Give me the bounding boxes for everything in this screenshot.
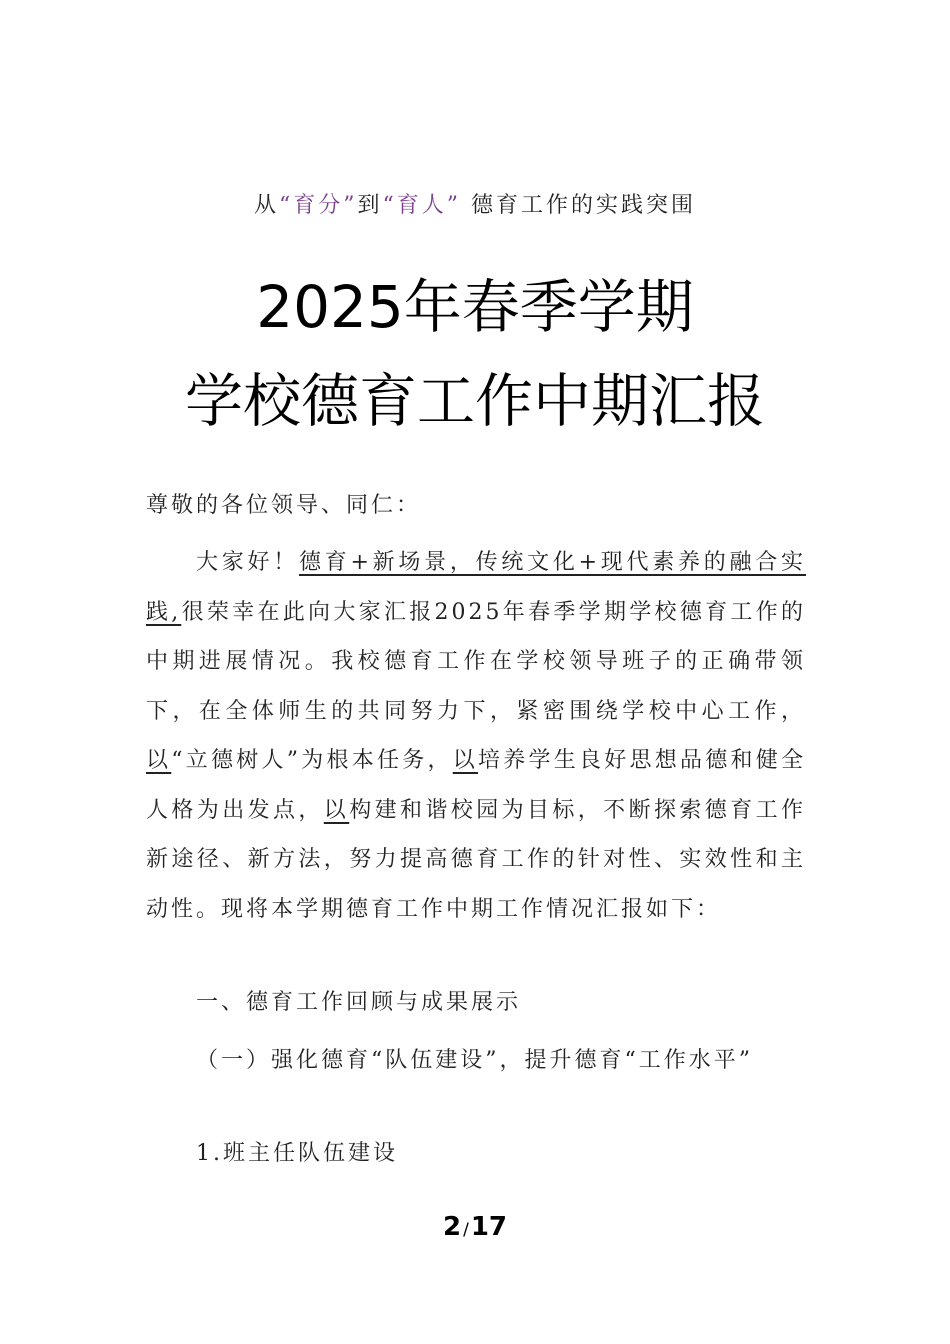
current-page: 2 [442,1212,462,1242]
intro-yi-1: 以 [146,748,172,773]
document-subtitle [0,188,950,219]
greeting: 尊敬的各位领导、同仁： [146,493,422,518]
subtitle-prefix: 从 [253,193,279,218]
intro-segment-2: 培养学生良好思想品德和健全人格为出发点， [146,748,806,823]
intro-opening: 大家好！ [196,550,299,575]
subtitle-quote-yufen: “育分” [279,193,358,218]
intro-segment-3: 构建和谐校园为目标，不断探索德育工作新途径、新方法，努力提高德育工作的针对性、实效性和主动性。现将本学期德育工作中期工作情况汇报如下： [146,797,806,922]
intro-segment-1: “立德树人”为根本任务， [171,748,453,773]
document-title-line2: 学校德育工作中期汇报 [184,367,765,435]
intro-middle: 很荣幸在此向大家汇报2025年春季学期学校德育工作的中期进展情况。我校德育工作在学校领导班子的正确带领下，在全体师生的共同努力下，紧密围绕学校中心工作， [146,599,806,724]
page-separator: / [463,1220,469,1240]
intro-yi-3: 以 [323,797,350,823]
intro-underlined-theme: 德育+新场景，传统文化+现代素养的融合实践, [146,550,806,625]
subtitle-suffix: 德育工作的实践突围 [461,193,697,218]
item-heading-1: 1.班主任队伍建设 [196,1141,398,1166]
subtitle-quote-yuren: “育人” [382,193,462,218]
intro-yi-2: 以 [452,748,478,773]
total-pages: 17 [470,1212,507,1242]
page-number [0,1212,950,1242]
subtitle-middle: 到 [357,193,383,218]
intro-paragraph [146,538,806,934]
section-heading-1: 一、德育工作回顾与成果展示 [196,990,522,1015]
document-title-line1: 2025年春季学期 [256,273,694,341]
subsection-heading-1: （一）强化德育“队伍建设”，提升德育“工作水平” [196,1048,753,1073]
